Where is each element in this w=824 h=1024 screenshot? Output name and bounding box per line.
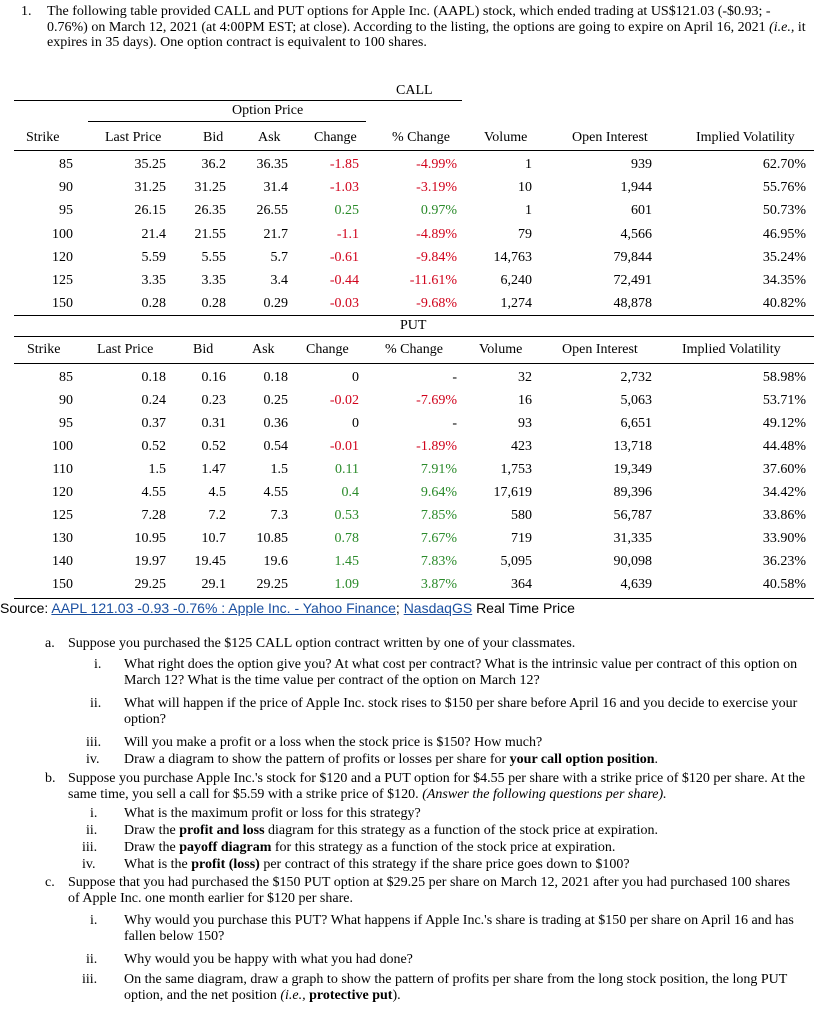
put-header-open-interest: Open Interest — [562, 342, 638, 357]
put-section-label: PUT — [400, 318, 427, 333]
put-cell: 32 — [518, 370, 532, 385]
call-cell: 601 — [631, 203, 652, 219]
question-b-label: b. — [45, 771, 56, 786]
table-row — [0, 296, 824, 314]
table-row — [0, 180, 824, 198]
call-cell: 40.82% — [762, 296, 806, 312]
put-cell: 0.16 — [201, 370, 226, 385]
question-c-label: c. — [45, 875, 55, 890]
put-cell: 19.45 — [194, 554, 226, 569]
call-header-rule — [14, 150, 814, 151]
option-price-rule — [88, 121, 366, 122]
put-cell: 49.12% — [762, 416, 806, 431]
put-cell: 19,349 — [613, 462, 652, 477]
call-cell: -11.61% — [409, 273, 457, 288]
table-row — [0, 416, 824, 434]
put-cell: 1.5 — [270, 462, 288, 477]
put-cell: 0.23 — [201, 393, 226, 408]
question-c-text: Suppose that you had purchased the $150 PUT option at $29.25 per share on March 12, 2021 after you had purchased 100 shares of Apple Inc. one month earlier for $120 per share. — [68, 875, 791, 906]
question-a-iii-label: iii. — [86, 735, 102, 750]
put-cell: 58.98% — [762, 370, 806, 385]
source-label: Source: — [0, 600, 49, 616]
source-separator: ; — [395, 600, 400, 616]
call-cell: 1,274 — [500, 296, 532, 312]
put-cell: 95 — [59, 416, 73, 431]
put-cell: 4.55 — [263, 485, 288, 500]
put-cell: 0.24 — [141, 393, 166, 408]
put-cell: 89,396 — [613, 485, 652, 500]
put-cell: 1.47 — [201, 462, 226, 477]
call-cell: 939 — [631, 157, 652, 172]
call-cell: 55.76% — [762, 180, 806, 196]
put-cell: -0.02 — [329, 393, 359, 408]
question-b-ii-label: ii. — [86, 823, 98, 838]
put-cell: 10.95 — [134, 531, 166, 546]
put-cell: 19.6 — [263, 554, 288, 569]
put-cell: 5,095 — [500, 554, 532, 569]
put-cell: 16 — [518, 393, 532, 408]
call-header-bid: Bid — [203, 130, 224, 145]
put-cell: -1.89% — [416, 439, 457, 454]
table-row — [0, 439, 824, 457]
call-cell: 95 — [59, 203, 73, 219]
put-cell: 0.18 — [141, 370, 166, 385]
table-row — [0, 203, 824, 221]
put-cell: 17,619 — [493, 485, 532, 500]
put-cell: 100 — [52, 439, 73, 454]
call-cell: 26.55 — [256, 203, 288, 219]
put-cell: 36.23% — [762, 554, 806, 569]
put-header-bid: Bid — [193, 342, 214, 357]
question-c-i-text: Why would you purchase this PUT? What happens if Apple Inc.'s share is trading at $150 per share on April 16 and has fallen below 150? — [124, 913, 794, 944]
put-cell: 31,335 — [613, 531, 652, 546]
question-b-iv-text: What is the profit (loss) per contract of this strategy if the share price goes down to $100? — [124, 857, 630, 872]
call-header-ask: Ask — [258, 130, 281, 145]
call-cell: 48,878 — [613, 296, 652, 312]
call-cell: -1.03 — [329, 180, 359, 196]
call-cell: 3.35 — [201, 273, 226, 288]
put-cell: 7.2 — [208, 508, 226, 523]
put-cell: 0.11 — [335, 462, 359, 477]
question-c-iii-text: On the same diagram, draw a graph to show the pattern of profits per share from the long stock position, the long PUT option, and the net position (i.e., protective put). — [124, 972, 788, 1003]
put-cell: 33.86% — [762, 508, 806, 523]
question-b-note: (Answer the following questions per share). — [422, 786, 667, 802]
question-a-text: Suppose you purchased the $125 CALL option contract written by one of your classmates. — [68, 636, 576, 651]
table-row — [0, 485, 824, 503]
put-cell: 130 — [52, 531, 73, 546]
call-cell: -0.03 — [329, 296, 359, 312]
table-row — [0, 577, 824, 595]
put-cell: 37.60% — [762, 462, 806, 477]
call-cell: 90 — [59, 180, 73, 196]
call-header-last-price: Last Price — [105, 130, 162, 145]
yahoo-finance-link[interactable]: AAPL 121.03 -0.93 -0.76% : Apple Inc. - Yahoo Finance — [51, 600, 396, 616]
put-cell: -0.01 — [329, 439, 359, 454]
question-a-iv-text: Draw a diagram to show the pattern of profits or losses per share for your call option position. — [124, 752, 658, 767]
question-a-ii-label: ii. — [90, 696, 102, 711]
put-cell: 29.1 — [201, 577, 226, 592]
question-c-iii-label: iii. — [82, 972, 98, 987]
put-cell: 93 — [518, 416, 532, 431]
put-cell: 7.67% — [420, 531, 457, 546]
call-cell: 120 — [52, 249, 73, 265]
table-row — [0, 462, 824, 480]
call-cell: 36.2 — [201, 157, 226, 172]
call-cell: 150 — [52, 296, 73, 312]
call-header-strike: Strike — [26, 130, 60, 145]
call-cell: 36.35 — [256, 157, 288, 172]
put-cell: 0.31 — [201, 416, 226, 431]
call-cell: 21.55 — [194, 226, 226, 242]
call-cell: -9.68% — [416, 296, 457, 312]
call-cell: 79,844 — [613, 249, 652, 265]
call-header-change: Change — [314, 130, 357, 145]
table-row — [0, 531, 824, 549]
put-cell: 0 — [352, 370, 359, 385]
call-header--change: % Change — [392, 130, 450, 145]
intro-ie: (i.e., — [769, 19, 795, 35]
put-header-volume: Volume — [479, 342, 523, 357]
call-cell: 1,944 — [620, 180, 652, 196]
call-cell: 21.4 — [141, 226, 166, 242]
call-cell: 50.73% — [762, 203, 806, 219]
question-a-ii-text: What will happen if the price of Apple Inc. stock rises to $150 per share before April 16 and you decide to exercise your option? — [124, 696, 798, 727]
call-cell: -9.84% — [416, 249, 457, 265]
put-cell: -7.69% — [416, 393, 457, 408]
put-cell: 10.85 — [256, 531, 288, 546]
put-header-rule — [14, 363, 814, 364]
put-header-implied-volatility: Implied Volatility — [682, 342, 781, 357]
source-tail: Real Time Price — [476, 600, 575, 616]
call-cell: -3.19% — [416, 180, 457, 196]
call-cell: 1 — [525, 203, 532, 219]
put-cell: 5,063 — [620, 393, 652, 408]
call-cell: -4.99% — [416, 157, 457, 172]
question-c-ii-text: Why would you be happy with what you had done? — [124, 952, 413, 967]
call-cell: 62.70% — [762, 157, 806, 172]
nasdaq-link[interactable]: NasdaqGS — [403, 600, 473, 616]
table-row — [0, 227, 824, 245]
call-cell: 72,491 — [613, 273, 652, 288]
call-bottom-rule — [14, 315, 814, 316]
put-cell: 19.97 — [134, 554, 166, 569]
question-number: 1. — [21, 4, 32, 19]
question-b-iv-label: iv. — [82, 857, 96, 872]
put-cell: 1,753 — [500, 462, 532, 477]
call-cell: 0.25 — [334, 203, 359, 219]
put-cell: 34.42% — [762, 485, 806, 500]
call-cell: 31.25 — [194, 180, 226, 196]
call-cell: 5.55 — [201, 249, 226, 265]
table-row — [0, 250, 824, 268]
put-cell: 364 — [511, 577, 532, 592]
question-b-iii-text: Draw the payoff diagram for this strategy as a function of the stock price at expiration. — [124, 840, 616, 855]
table-row — [0, 393, 824, 411]
call-cell: 31.25 — [134, 180, 166, 196]
put-top-rule — [14, 336, 814, 337]
put-cell: - — [452, 416, 457, 431]
put-cell: 7.83% — [420, 554, 457, 569]
put-cell: 7.91% — [420, 462, 457, 477]
put-cell: 29.25 — [256, 577, 288, 592]
call-cell: 1 — [525, 157, 532, 172]
question-b-i-text: What is the maximum profit or loss for this strategy? — [124, 806, 421, 821]
put-cell: 0.36 — [263, 416, 288, 431]
call-cell: -1.1 — [336, 226, 359, 242]
question-a-i-text: What right does the option give you? At what cost per contract? What is the intrinsic value per contract of this option on March 12? What is the time value per contract of the option on March 12? — [124, 657, 798, 688]
put-cell: 0.54 — [263, 439, 288, 454]
put-cell: 6,651 — [620, 416, 652, 431]
put-cell: 0 — [352, 416, 359, 431]
question-c-ii-label: ii. — [86, 952, 98, 967]
call-cell: 26.15 — [134, 203, 166, 219]
call-cell: 85 — [59, 157, 73, 172]
put-cell: 719 — [511, 531, 532, 546]
put-cell: 4.5 — [208, 485, 226, 500]
put-cell: 2,732 — [620, 370, 652, 385]
put-cell: 10.7 — [201, 531, 226, 546]
intro-text-end: it expires in 35 days). One option contract is equivalent to 100 shares. — [47, 19, 806, 50]
intro-text: The following table provided CALL and PUT options for Apple Inc. (AAPL) stock, which ended trading at US$121.03 (-$0.93; - 0.76%) on March 12, 2021 (at 4:00PM EST; at close). According to the listing, the options are going to expire on April 16, 2021 — [47, 4, 771, 35]
put-cell: 90,098 — [613, 554, 652, 569]
put-cell: 29.25 — [134, 577, 166, 592]
call-cell: 0.28 — [141, 296, 166, 312]
call-cell: 46.95% — [762, 226, 806, 242]
call-section-label: CALL — [396, 83, 433, 98]
put-cell: 1.5 — [148, 462, 166, 477]
call-cell: 6,240 — [500, 273, 532, 288]
call-cell: 0.29 — [263, 296, 288, 312]
put-cell: 423 — [511, 439, 532, 454]
table-row — [0, 273, 824, 291]
put-cell: 125 — [52, 508, 73, 523]
put-header-ask: Ask — [252, 342, 275, 357]
put-header-row — [0, 342, 824, 360]
call-top-rule — [14, 100, 462, 101]
put-bottom-rule — [14, 598, 814, 599]
put-cell: 56,787 — [613, 508, 652, 523]
put-cell: 1.45 — [334, 554, 359, 569]
question-a-iv-bold: your call option position — [509, 752, 655, 767]
put-cell: 0.4 — [341, 485, 359, 500]
call-cell: 5.7 — [270, 249, 288, 265]
question-b-ii-text: Draw the profit and loss diagram for this strategy as a function of the stock price at expiration. — [124, 823, 658, 838]
call-header-row — [0, 130, 824, 148]
table-row — [0, 157, 824, 175]
call-header-volume: Volume — [484, 130, 528, 145]
call-cell: 35.24% — [762, 249, 806, 265]
call-cell: -0.61 — [329, 249, 359, 265]
question-a-iii-text: Will you make a profit or a loss when the stock price is $150? How much? — [124, 735, 543, 750]
table-row — [0, 370, 824, 388]
put-cell: 0.52 — [141, 439, 166, 454]
put-cell: 4.55 — [141, 485, 166, 500]
put-cell: 3.87% — [420, 577, 457, 592]
put-cell: 0.78 — [334, 531, 359, 546]
put-cell: 0.18 — [263, 370, 288, 385]
put-cell: 13,718 — [613, 439, 652, 454]
call-option-price-label: Option Price — [232, 103, 304, 118]
put-cell: 90 — [59, 393, 73, 408]
source-line — [0, 600, 575, 616]
put-header-change: Change — [306, 342, 349, 357]
question-b-text: Suppose you purchase Apple Inc.'s stock for $120 and a PUT option for $4.55 per share with a strike price of $120 per share. At the same time, you sell a call for $5.59 with a strike price of $120. (Answer the following questions per share). — [68, 771, 806, 802]
call-cell: 3.35 — [141, 273, 166, 288]
call-cell: 26.35 — [194, 203, 226, 219]
question-b-i-label: i. — [90, 806, 98, 821]
put-cell: 0.53 — [334, 508, 359, 523]
put-cell: 4,639 — [620, 577, 652, 592]
put-cell: 140 — [52, 554, 73, 569]
call-cell: 79 — [518, 226, 532, 242]
put-cell: 0.37 — [141, 416, 166, 431]
put-cell: 110 — [52, 462, 73, 477]
put-header--change: % Change — [385, 342, 443, 357]
call-cell: 125 — [52, 273, 73, 288]
question-c-i-label: i. — [90, 913, 98, 928]
call-cell: -0.44 — [329, 273, 359, 288]
question-intro — [21, 4, 811, 51]
put-cell: 40.58% — [762, 577, 806, 592]
call-cell: 0.97% — [420, 203, 457, 219]
put-cell: 7.85% — [420, 508, 457, 523]
call-cell: 10 — [518, 180, 532, 196]
call-cell: 4,566 — [620, 226, 652, 242]
call-cell: -1.85 — [329, 157, 359, 172]
put-header-last-price: Last Price — [97, 342, 154, 357]
put-cell: 580 — [511, 508, 532, 523]
put-cell: 1.09 — [334, 577, 359, 592]
call-header-open-interest: Open Interest — [572, 130, 648, 145]
put-cell: 150 — [52, 577, 73, 592]
call-cell: 35.25 — [134, 157, 166, 172]
call-cell: 31.4 — [263, 180, 288, 196]
call-cell: -4.89% — [416, 226, 457, 242]
call-cell: 21.7 — [263, 226, 288, 242]
put-cell: 33.90% — [762, 531, 806, 546]
call-cell: 0.28 — [201, 296, 226, 312]
put-cell: 120 — [52, 485, 73, 500]
call-cell: 34.35% — [762, 273, 806, 288]
put-cell: 7.28 — [141, 508, 166, 523]
table-row — [0, 554, 824, 572]
question-b-iii-label: iii. — [82, 840, 98, 855]
call-cell: 3.4 — [270, 273, 288, 288]
put-cell: - — [452, 370, 457, 385]
put-cell: 9.64% — [420, 485, 457, 500]
table-row — [0, 508, 824, 526]
question-a-label: a. — [45, 636, 55, 651]
put-cell: 0.52 — [201, 439, 226, 454]
put-cell: 7.3 — [270, 508, 288, 523]
call-cell: 14,763 — [493, 249, 532, 265]
put-cell: 53.71% — [762, 393, 806, 408]
put-header-strike: Strike — [27, 342, 61, 357]
question-a-i-label: i. — [94, 657, 102, 672]
put-cell: 85 — [59, 370, 73, 385]
call-header-implied-volatility: Implied Volatility — [696, 130, 795, 145]
call-cell: 100 — [52, 226, 73, 242]
call-cell: 5.59 — [141, 249, 166, 265]
put-cell: 44.48% — [762, 439, 806, 454]
question-a-iv-label: iv. — [86, 752, 100, 767]
put-cell: 0.25 — [263, 393, 288, 408]
